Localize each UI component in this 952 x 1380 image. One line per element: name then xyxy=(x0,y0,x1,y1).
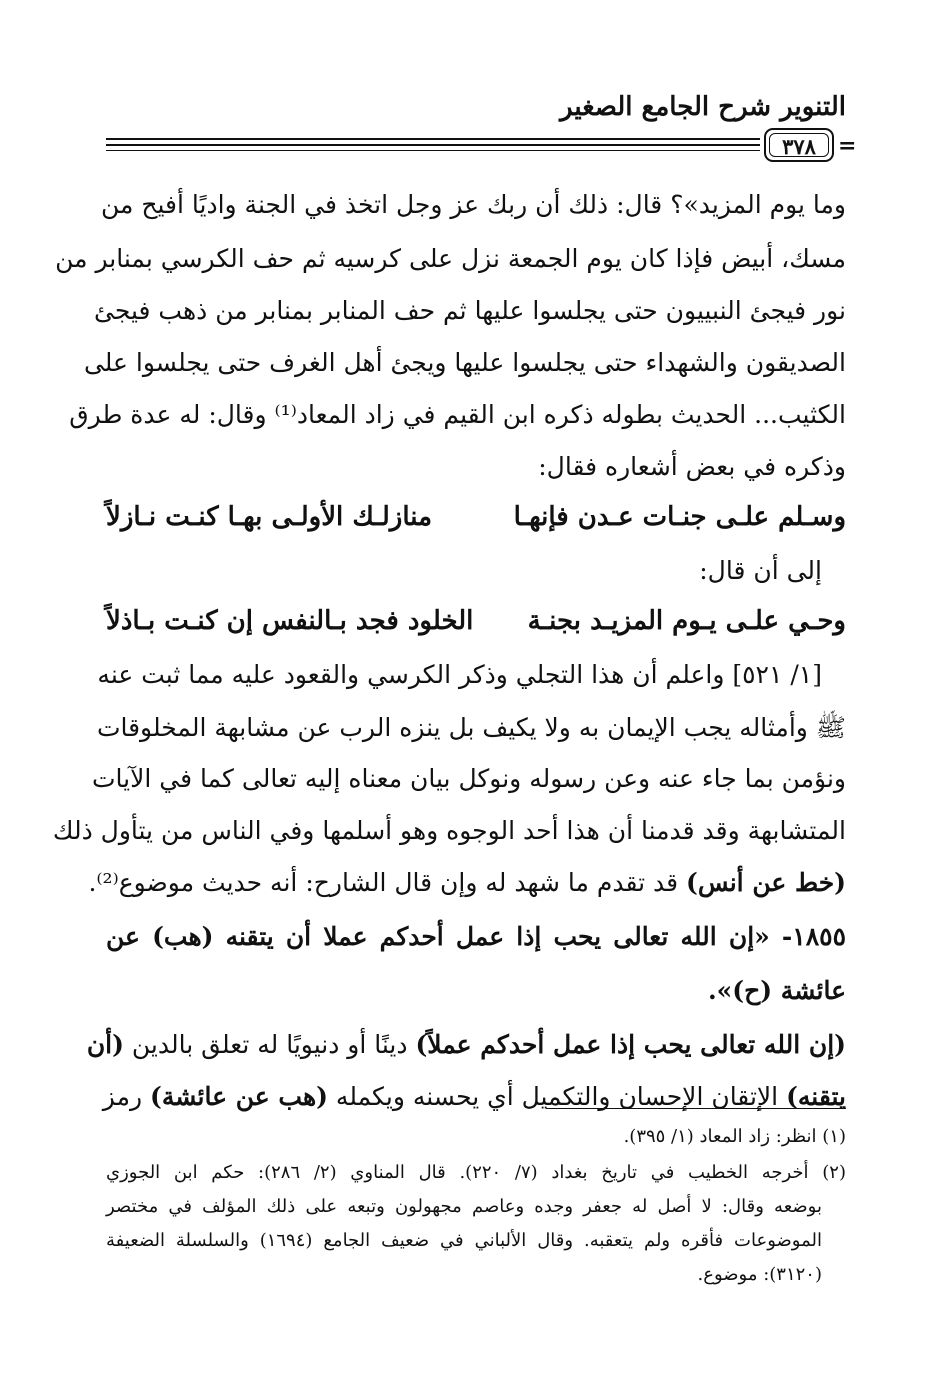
body-line-5: الكثيب... الحديث بطوله ذكره ابن القيم في زاد المعاد⁽¹⁾ وقال: له عدة طرق xyxy=(69,400,846,429)
footnote-separator xyxy=(546,1108,846,1109)
commentary-text-1: دينًا أو دنيويًا له تعلق بالدين xyxy=(123,1030,416,1059)
body-line-11 xyxy=(88,868,846,897)
body-line-8: ﷺ وأمثاله يجب الإيمان به ولا يكيف بل ينزه الرب عن مشابهة المخلوقات xyxy=(96,713,846,742)
interlude-line: إلى أن قال: xyxy=(699,556,822,585)
commentary-source: (هب عن عائشة) xyxy=(150,1082,328,1111)
footnote-2-line-3: الموضوعات فأقره ولم يتعقبه. وقال الألباني في ضعيف الجامع (١٦٩٤) والسلسلة الضعيفة xyxy=(106,1230,822,1251)
footnote-2-line-2: بوضعه وقال: لا أصل له جعفر وجده وعاصم مجهولون وتبعه على ذلك المؤلف في مختصر xyxy=(106,1196,822,1217)
commentary-line-2 xyxy=(102,1082,846,1111)
page-number-dash: = xyxy=(838,133,857,159)
commentary-quote-2: (أن xyxy=(86,1030,124,1059)
body-line-9: ونؤمن بما جاء عنه وعن رسوله ونوكل بيان معناه إليه تعالى كما في الآيات xyxy=(91,764,846,793)
verse-2-second-hemistich: الخلود فجد بـالنفس إن كنـت بـاذلاً xyxy=(106,606,474,636)
footnote-2-line-1: (٢) أخرجه الخطيب في تاريخ بغداد (٧/ ٢٢٠). قال المناوي (٢/ ٢٨٦): حكم ابن الجوزي xyxy=(106,1162,846,1183)
verse-1 xyxy=(106,502,846,532)
source-remark: قد تقدم ما شهد له وإن قال الشارح: أنه حديث موضوع⁽²⁾. xyxy=(88,868,687,897)
header-rule-middle xyxy=(106,144,760,146)
page-number: ٣٧٨ xyxy=(764,128,834,162)
commentary-quote-3: يتقنه) xyxy=(786,1082,846,1111)
body-line-3: نور فيجئ النبييون حتى يجلسوا عليها ثم حف المنابر بمنابر من ذهب فيجئ xyxy=(94,296,846,325)
body-line-10: المتشابهة وقد قدمنا أن هذا أحد الوجوه وهو أسلمها وفي الناس من يتأول ذلك xyxy=(52,816,846,845)
body-line-6: وذكره في بعض أشعاره فقال: xyxy=(538,452,846,481)
running-title: التنوير شرح الجامع الصغير xyxy=(560,92,846,122)
verse-2 xyxy=(106,606,846,636)
verse-1-first-hemistich: وسـلم علـى جنـات عـدن فإنهـا xyxy=(513,502,846,532)
verse-2-first-hemistich: وحـي علـى يـوم المزيـد بجنـة xyxy=(527,606,846,636)
body-line-2: مسك، أبيض فإذا كان يوم الجمعة نزل على كرسيه ثم حف الكرسي بمنابر من xyxy=(55,244,846,273)
body-line-7: [١/ ٥٢١] واعلم أن هذا التجلي وذكر الكرسي والقعود عليه مما ثبت عنه xyxy=(97,660,822,689)
header-rule-top xyxy=(106,138,760,140)
header-rule-bottom xyxy=(106,150,760,151)
hadith-line-2: عائشة (ح)». xyxy=(707,976,846,1005)
footnote-1: (١) انظر: زاد المعاد (١/ ٣٩٥). xyxy=(623,1126,846,1147)
body-line-4: الصديقون والشهداء حتى يجلسوا عليها ويجئ أهل الغرف حتى يجلسوا على xyxy=(83,348,846,377)
commentary-text-3: رمز xyxy=(102,1082,151,1111)
verse-1-second-hemistich: منازلـك الأولـى بهـا كنـت نـازلاً xyxy=(106,502,433,532)
commentary-line-1 xyxy=(86,1030,846,1059)
body-line-1: وما يوم المزيد»؟ قال: ذلك أن ربك عز وجل اتخذ في الجنة واديًا أفيح من xyxy=(100,190,846,219)
hadith-line-1: ١٨٥٥- «إن الله تعالى يحب إذا عمل أحدكم عملا أن يتقنه (هب) عن xyxy=(106,922,846,951)
footnote-2-line-4: (٣١٢٠): موضوع. xyxy=(697,1264,822,1285)
source-reference: (خط عن أنس) xyxy=(686,868,846,897)
commentary-quote-1: (إن الله تعالى يحب إذا عمل أحدكم عملاً) xyxy=(415,1030,846,1059)
commentary-text-2: الإتقان الإحسان والتكميل أي يحسنه ويكمله xyxy=(327,1082,787,1111)
